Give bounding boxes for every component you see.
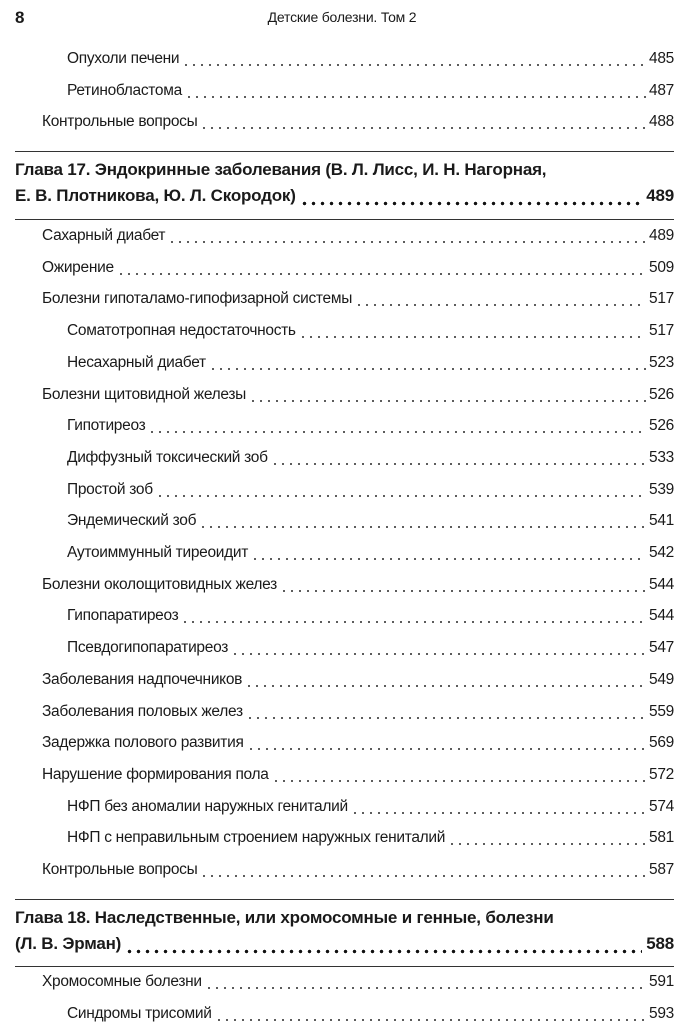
dot-leader bbox=[251, 557, 646, 561]
divider bbox=[15, 219, 674, 220]
dot-leader bbox=[355, 303, 646, 307]
toc-entry[interactable] bbox=[67, 481, 674, 503]
dot-leader bbox=[300, 201, 643, 206]
chapter-17-title-line2-row bbox=[15, 186, 674, 212]
dot-leader bbox=[168, 240, 646, 244]
toc-entry[interactable] bbox=[67, 544, 674, 566]
toc-entry-title: Гипотиреоз bbox=[67, 417, 146, 435]
dot-leader bbox=[199, 525, 646, 529]
toc-entry-page: 569 bbox=[649, 734, 674, 752]
dot-leader bbox=[271, 462, 646, 466]
dot-leader bbox=[272, 779, 646, 783]
chapter-18-title-line2-row bbox=[15, 934, 674, 960]
page-header bbox=[0, 8, 684, 32]
toc-entry[interactable] bbox=[67, 417, 674, 439]
toc-entry-title: Сахарный диабет bbox=[42, 227, 166, 244]
toc-entry-title: Синдромы трисомий bbox=[67, 1005, 212, 1022]
dot-leader bbox=[246, 716, 646, 720]
toc-entry-page: 549 bbox=[649, 670, 674, 688]
chapter-18-title-line2: (Л. В. Эрман) bbox=[15, 934, 122, 953]
chapter-18-page: 588 bbox=[646, 934, 674, 953]
toc-entry[interactable] bbox=[67, 829, 674, 851]
dot-leader bbox=[181, 620, 646, 624]
page-number: 8 bbox=[15, 8, 25, 27]
chapter-18-heading[interactable] bbox=[15, 908, 674, 960]
dot-leader bbox=[200, 126, 646, 130]
toc-entry-title: Аутоиммунный тиреоидит bbox=[67, 544, 249, 561]
dot-leader bbox=[448, 842, 646, 846]
divider bbox=[15, 899, 674, 900]
toc-entry-title: Эндемический зоб bbox=[67, 512, 197, 530]
chapter-17-page: 489 bbox=[646, 186, 674, 205]
toc-entry-title: Простой зоб bbox=[67, 480, 153, 498]
toc-entry-page: 485 bbox=[649, 50, 674, 67]
toc-entry[interactable] bbox=[42, 861, 674, 883]
chapter-17-title-line2: Е. В. Плотникова, Ю. Л. Скородок) bbox=[15, 186, 296, 205]
toc-entry[interactable] bbox=[67, 354, 674, 376]
toc-entry-title: Диффузный токсический зоб bbox=[67, 448, 268, 466]
toc-entry-page: 517 bbox=[649, 322, 674, 340]
toc-entry-page: 517 bbox=[649, 290, 674, 308]
dot-leader bbox=[209, 367, 646, 371]
toc-entry-title: Контрольные вопросы bbox=[42, 113, 198, 130]
dot-leader bbox=[299, 335, 646, 339]
toc-entry[interactable] bbox=[42, 766, 674, 788]
toc-entry-page: 526 bbox=[649, 417, 674, 435]
dot-leader bbox=[156, 494, 646, 498]
chapter-17-title-line1: Глава 17. Эндокринные заболевания (В. Л. Лисс, И. Н. Нагорная, bbox=[15, 160, 547, 179]
toc-entry-title: Соматотропная недостаточность bbox=[67, 322, 296, 340]
toc-entry-page: 591 bbox=[649, 973, 674, 990]
toc-entry[interactable] bbox=[67, 798, 674, 820]
toc-entry-page: 533 bbox=[649, 448, 674, 466]
toc-entry[interactable] bbox=[42, 734, 674, 756]
toc-entry[interactable] bbox=[67, 322, 674, 344]
dot-leader bbox=[351, 811, 646, 815]
toc-entry-page: 488 bbox=[649, 113, 674, 130]
dot-leader bbox=[280, 589, 646, 593]
toc-entry-title: Болезни околощитовидных желез bbox=[42, 575, 277, 593]
dot-leader bbox=[247, 747, 646, 751]
toc-entry-page: 574 bbox=[649, 797, 674, 815]
toc-entry[interactable] bbox=[42, 576, 674, 598]
running-title: Детские болезни. Том 2 bbox=[267, 9, 417, 25]
dot-leader bbox=[245, 684, 646, 688]
toc-entry-page: 593 bbox=[649, 1005, 674, 1022]
toc-entry[interactable] bbox=[42, 290, 674, 312]
toc-entry[interactable] bbox=[42, 259, 674, 281]
toc-entry-page: 544 bbox=[649, 575, 674, 593]
toc-entry[interactable] bbox=[67, 639, 674, 661]
toc-entry-page: 544 bbox=[649, 607, 674, 625]
toc-entry[interactable] bbox=[67, 607, 674, 629]
toc-entry[interactable] bbox=[42, 113, 674, 135]
toc-entry-title: НФП без аномалии наружных гениталий bbox=[67, 797, 348, 815]
toc-entry-page: 526 bbox=[649, 385, 674, 403]
chapter-17-heading[interactable] bbox=[15, 160, 674, 212]
dot-leader bbox=[215, 1018, 646, 1022]
toc-entry[interactable] bbox=[67, 449, 674, 471]
toc-entry-page: 572 bbox=[649, 765, 674, 783]
chapter-18-title-line1: Глава 18. Наследственные, или хромосомные и генные, болезни bbox=[15, 908, 554, 927]
toc-entry-page: 587 bbox=[649, 861, 674, 878]
toc-entry[interactable] bbox=[67, 50, 674, 72]
dot-leader bbox=[200, 874, 646, 878]
divider bbox=[15, 966, 674, 967]
dot-leader bbox=[182, 63, 646, 67]
dot-leader bbox=[148, 430, 646, 434]
toc-entry[interactable] bbox=[42, 973, 674, 995]
toc-entry-page: 489 bbox=[649, 227, 674, 244]
toc-entry-title: Контрольные вопросы bbox=[42, 861, 198, 878]
toc-entry-title: Нарушение формирования пола bbox=[42, 765, 269, 783]
toc-entry-title: Псевдогипопаратиреоз bbox=[67, 639, 229, 657]
toc-entry-title: Болезни гипоталамо-гипофизарной системы bbox=[42, 290, 353, 308]
toc-entry-page: 542 bbox=[649, 544, 674, 561]
toc-entry-page: 547 bbox=[649, 639, 674, 657]
toc-entry-title: НФП с неправильным строением наружных гениталий bbox=[67, 829, 446, 847]
dot-leader bbox=[125, 949, 642, 954]
toc-entry-title: Ретинобластома bbox=[67, 81, 182, 99]
dot-leader bbox=[185, 95, 646, 99]
toc-entry-title: Заболевания надпочечников bbox=[42, 670, 243, 688]
toc-entry-title: Хромосомные болезни bbox=[42, 973, 202, 990]
toc-entry-title: Несахарный диабет bbox=[67, 353, 206, 371]
divider bbox=[15, 151, 674, 152]
toc-entry-title: Задержка полового развития bbox=[42, 734, 244, 752]
toc-entry-title: Опухоли печени bbox=[67, 50, 180, 67]
toc-entry-page: 539 bbox=[649, 480, 674, 498]
toc-entry-page: 523 bbox=[649, 353, 674, 371]
toc-entry-page: 559 bbox=[649, 702, 674, 720]
dot-leader bbox=[231, 652, 646, 656]
toc-entry-page: 581 bbox=[649, 829, 674, 847]
dot-leader bbox=[249, 399, 646, 403]
toc-entry-title: Заболевания половых желез bbox=[42, 702, 243, 720]
toc-entry-title: Ожирение bbox=[42, 258, 114, 276]
toc-entry-title: Гипопаратиреоз bbox=[67, 607, 179, 625]
toc-entry-title: Болезни щитовидной железы bbox=[42, 385, 246, 403]
toc-entry[interactable] bbox=[42, 386, 674, 408]
toc-entry-page: 487 bbox=[649, 81, 674, 99]
toc-entry[interactable] bbox=[67, 512, 674, 534]
toc-entry-page: 509 bbox=[649, 258, 674, 276]
toc-entry[interactable] bbox=[67, 82, 674, 104]
toc-entry[interactable] bbox=[67, 1005, 674, 1027]
dot-leader bbox=[117, 272, 646, 276]
dot-leader bbox=[205, 986, 646, 990]
toc-entry[interactable] bbox=[42, 703, 674, 725]
toc-entry-page: 541 bbox=[649, 512, 674, 530]
toc-entry[interactable] bbox=[42, 227, 674, 249]
toc-entry[interactable] bbox=[42, 671, 674, 693]
